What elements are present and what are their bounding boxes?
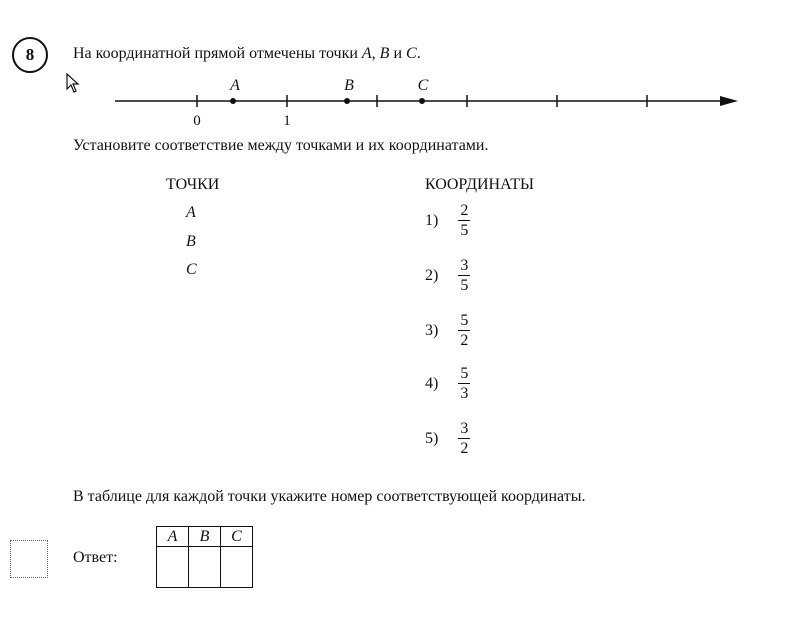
points-item-a: A bbox=[186, 204, 196, 221]
fraction bbox=[458, 421, 470, 457]
coord-option-number: 2) bbox=[425, 267, 439, 284]
number-line bbox=[0, 70, 800, 130]
fraction-denominator: 2 bbox=[460, 440, 469, 457]
coord-option-1 bbox=[425, 203, 470, 239]
number-line-arrow bbox=[720, 96, 738, 106]
point-a-dot bbox=[230, 98, 236, 104]
task-number-badge bbox=[12, 37, 48, 73]
fraction bbox=[458, 313, 470, 349]
answer-header-a: A bbox=[157, 527, 189, 547]
answer-cell-b[interactable] bbox=[189, 547, 221, 588]
point-b-dot bbox=[344, 98, 350, 104]
instruction-text: Установите соответствие между точками и их координатами. bbox=[73, 137, 489, 154]
fraction-numerator: 2 bbox=[460, 202, 469, 219]
coord-option-number: 4) bbox=[425, 375, 439, 392]
coords-header: КООРДИНАТЫ bbox=[425, 176, 534, 193]
coord-option-5 bbox=[425, 421, 470, 457]
fraction-numerator: 3 bbox=[460, 420, 469, 437]
answer-label: Ответ: bbox=[73, 549, 118, 566]
fraction bbox=[458, 366, 470, 402]
fraction bbox=[458, 258, 470, 294]
points-item-c: C bbox=[186, 261, 197, 278]
answer-header-b: B bbox=[189, 527, 221, 547]
question-text bbox=[73, 45, 421, 63]
point-b-label: B bbox=[344, 77, 354, 94]
coord-option-3 bbox=[425, 313, 470, 349]
coord-option-number: 5) bbox=[425, 430, 439, 447]
answer-header-c: C bbox=[221, 527, 253, 547]
fraction-denominator: 5 bbox=[460, 222, 469, 239]
question-points: A, B bbox=[361, 45, 390, 62]
answer-side-box bbox=[10, 540, 48, 578]
question-and: и bbox=[393, 45, 403, 62]
fraction-denominator: 3 bbox=[460, 385, 469, 402]
question-end: . bbox=[416, 45, 421, 62]
fraction-numerator: 3 bbox=[460, 257, 469, 274]
question-prefix: На координатной прямой отмечены точки bbox=[73, 45, 358, 62]
label-zero: 0 bbox=[193, 113, 201, 129]
point-c-label: C bbox=[417, 77, 429, 94]
answer-cell-c[interactable] bbox=[221, 547, 253, 588]
point-c-dot bbox=[419, 98, 425, 104]
points-header: ТОЧКИ bbox=[166, 176, 220, 193]
point-a-label: A bbox=[230, 77, 240, 94]
question-last-point: C bbox=[406, 45, 417, 62]
label-one: 1 bbox=[283, 113, 291, 129]
table-note: В таблице для каждой точки укажите номер соответствующей координаты. bbox=[73, 488, 586, 505]
fraction-denominator: 5 bbox=[460, 277, 469, 294]
answer-cell-a[interactable] bbox=[157, 547, 189, 588]
fraction-numerator: 5 bbox=[460, 365, 469, 382]
fraction bbox=[458, 203, 470, 239]
coord-option-4 bbox=[425, 366, 470, 402]
answer-table bbox=[156, 526, 253, 588]
points-item-b: B bbox=[186, 233, 196, 250]
coord-option-number: 3) bbox=[425, 322, 439, 339]
coord-option-number: 1) bbox=[425, 212, 439, 229]
fraction-numerator: 5 bbox=[460, 312, 469, 329]
coord-option-2 bbox=[425, 258, 470, 294]
fraction-denominator: 2 bbox=[460, 332, 469, 349]
task-number: 8 bbox=[25, 45, 35, 64]
